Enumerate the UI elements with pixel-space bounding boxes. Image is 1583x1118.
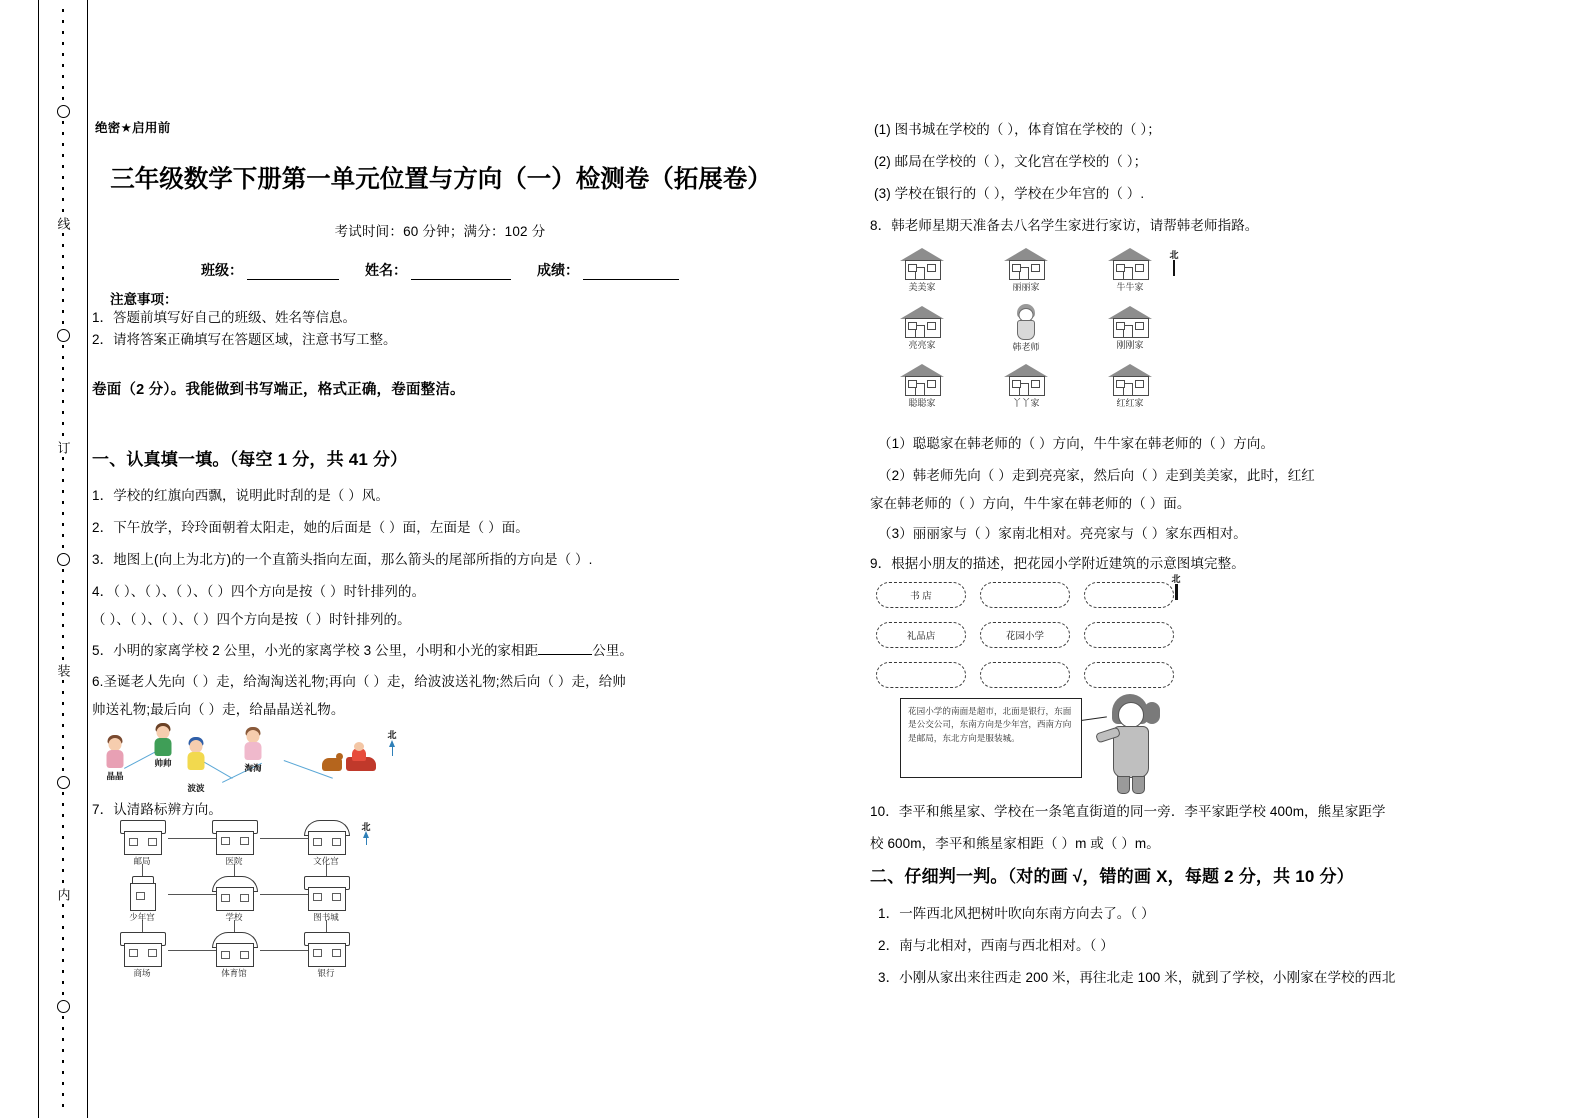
compass-north-label: 北	[387, 730, 397, 740]
grid-box-gift-shop[interactable]: 礼品店	[876, 622, 966, 648]
name-label: 姓名：	[365, 262, 407, 278]
question-8: 8．韩老师星期天准备去八名学生家进行家访，请帮韩老师指路。	[870, 218, 1259, 233]
building-map-grid	[108, 820, 393, 990]
map-cell-xuexiao	[200, 876, 268, 923]
school-vicinity-grid	[876, 574, 1196, 692]
map-cell-youju	[108, 820, 176, 867]
seal-circle	[57, 776, 70, 789]
question-5-pre: 5．小明的家离学校 2 公里，小光的家离学校 3 公里，小明和小光的家相距	[92, 643, 539, 658]
question-1: 1．学校的红旗向西飘，说明此时刮的是（ ）风。	[92, 488, 390, 503]
child-label: 晶晶	[106, 771, 124, 781]
santa-claus	[352, 748, 366, 761]
house-cell-honghong	[1084, 364, 1176, 409]
house-label: 韩老师	[1012, 342, 1040, 352]
grid-box-empty[interactable]	[876, 662, 966, 688]
truefalse-2: 2．南与北相对，西南与西北相对。（ ）	[878, 938, 1114, 953]
seal-circle	[57, 105, 70, 118]
map-cell-shangchang	[108, 932, 176, 979]
house-cell-yaya	[980, 364, 1072, 409]
question-5-blank[interactable]	[538, 642, 592, 655]
seal-dots	[62, 9, 64, 102]
question-8-sub-3: （3）丽丽家与（ ）家南北相对。亮亮家与（ ）家东西相对。	[878, 526, 1247, 541]
santa-sleigh	[322, 752, 382, 776]
house-cell-ganggang	[1084, 306, 1176, 351]
grid-box-empty[interactable]	[1084, 662, 1174, 688]
house-label: 聪聪家	[908, 398, 936, 408]
notice-item-1: 1．答题前填写好自己的班级、姓名等信息。	[92, 310, 357, 325]
house-icon	[1108, 248, 1152, 278]
house-label: 丽丽家	[1012, 282, 1040, 292]
child-label: 波波	[187, 783, 205, 793]
map-cell-yinhang	[292, 932, 360, 979]
child-label: 淘淘	[244, 763, 262, 773]
score-label: 成绩：	[537, 262, 579, 278]
house-icon	[1108, 364, 1152, 394]
question-7: 7．认清路标辨方向。	[92, 802, 223, 817]
class-field[interactable]	[201, 260, 339, 280]
map-cell-label: 银行	[317, 968, 335, 978]
question-6-line-1: 6.圣诞老人先向（ ）走，给淘淘送礼物;再向（ ）走，给波波送礼物;然后向（ ）走，给帅	[92, 674, 626, 689]
hospital-icon	[210, 820, 258, 854]
bank-icon	[302, 932, 350, 966]
seal-dots	[62, 792, 64, 885]
child-shuaishuai	[150, 726, 176, 770]
grid-box-empty[interactable]	[980, 582, 1070, 608]
seal-dots	[62, 121, 64, 214]
secret-notice: 绝密★启用前	[95, 121, 171, 135]
house-compass-stem	[1173, 260, 1175, 276]
grid-box-huayuan-school[interactable]: 花园小学	[980, 622, 1070, 648]
page-title: 三年级数学下册第一单元位置与方向（一）检测卷（拓展卷）	[110, 166, 772, 193]
post-office-icon	[118, 820, 166, 854]
house-label: 亮亮家	[908, 340, 936, 350]
map-cell-wenhuagong	[292, 820, 360, 867]
reindeer	[322, 758, 342, 771]
map-cell-tushucheng	[292, 876, 360, 923]
map-compass-north: 北	[361, 822, 371, 832]
class-input-rule[interactable]	[247, 265, 339, 280]
question-3: 3．地图上(向上为北方)的一个直箭头指向左面，那么箭头的尾部所指的方向是（ ）.	[92, 552, 593, 567]
grid-compass-north: 北	[1171, 574, 1181, 584]
question-9: 9．根据小朋友的描述，把花园小学附近建筑的示意图填完整。	[870, 556, 1245, 571]
girl-figure	[1100, 694, 1166, 794]
notice-item-2: 2．请将答案正确填写在答题区域，注意书写工整。	[92, 332, 397, 347]
question-5	[92, 639, 633, 659]
seal-dots	[62, 345, 64, 438]
house-label: 美美家	[908, 282, 936, 292]
question-6-line-2: 帅送礼物;最后向（ ）走，给晶晶送礼物。	[92, 702, 345, 717]
question-10-line-1: 10．李平和熊星家、学校在一条笔直街道的同一旁．李平家距学校 400m，熊星家距学	[870, 804, 1386, 819]
student-id-line	[90, 260, 790, 280]
seal-char-ding: 订	[55, 440, 71, 454]
child-jingjing	[102, 738, 128, 782]
question-7-sub-1: (1) 图书城在学校的（ ），体育馆在学校的（ ）；	[874, 122, 1161, 137]
question-8-sub-1: （1）聪聪家在韩老师的（ ）方向，牛牛家在韩老师的（ ）方向。	[878, 436, 1275, 451]
house-cell-meimei	[876, 248, 968, 293]
body	[245, 742, 262, 760]
question-4-line-1: 4．（ ）、（ ）、（ ）、（ ）四个方向是按（ ）时针排列的。	[92, 584, 426, 599]
ponytail	[1144, 702, 1160, 724]
map-cell-label: 文化宫	[313, 856, 339, 866]
score-input-rule[interactable]	[583, 265, 679, 280]
section-2-heading: 二、仔细判一判。（对的画 √，错的画 X，每题 2 分，共 10 分）	[870, 867, 1354, 886]
body	[188, 752, 205, 770]
question-8-sub-2-line-2: 家在韩老师的（ ）方向，牛牛家在韩老师的（ ）面。	[870, 496, 1191, 511]
map-cell-label: 少年宫	[129, 912, 155, 922]
house-icon	[1108, 306, 1152, 336]
map-cell-label: 学校	[225, 912, 243, 922]
santa-illustration	[94, 722, 414, 794]
house-cell-niuniu	[1084, 248, 1176, 293]
exam-meta: 考试时间：60 分钟；满分：102 分	[334, 224, 546, 239]
seal-dots	[62, 233, 64, 326]
house-cell-congcong	[876, 364, 968, 409]
map-cell-label: 邮局	[133, 856, 151, 866]
house-icon	[1004, 364, 1048, 394]
gymnasium-icon	[210, 932, 258, 966]
name-field[interactable]	[365, 260, 511, 280]
body	[107, 750, 124, 768]
binding-margin	[38, 0, 88, 1118]
map-cell-label: 医院	[225, 856, 243, 866]
house-cell-teacher-han	[980, 304, 1072, 353]
question-7-sub-2: (2) 邮局在学校的（ ），文化宫在学校的（ ）；	[874, 154, 1148, 169]
seal-dots	[62, 457, 64, 550]
youth-center-icon	[118, 876, 166, 910]
culture-palace-icon	[302, 820, 350, 854]
house-cell-lili	[980, 248, 1072, 293]
section-1-heading: 一、认真填一填。（每空 1 分，共 41 分）	[92, 450, 408, 469]
school-icon	[210, 876, 258, 910]
grid-box-empty[interactable]	[1084, 622, 1174, 648]
seal-char-xian: 线	[55, 216, 71, 230]
question-7-sub-3: (3) 学校在银行的（ ），学校在少年宫的（ ）.	[874, 186, 1145, 201]
house-label: 牛牛家	[1116, 282, 1144, 292]
face	[1118, 702, 1144, 728]
seal-char-nei: 内	[55, 888, 71, 902]
notice-heading: 注意事项：	[110, 292, 178, 307]
seal-circle	[57, 329, 70, 342]
seal-dots	[62, 904, 64, 997]
house-icon	[1004, 248, 1048, 278]
map-compass-stem	[366, 837, 368, 845]
leg	[1132, 776, 1145, 794]
truefalse-1: 1．一阵西北风把树叶吹向东南方向去了。（ ）	[878, 906, 1155, 921]
map-cell-yiyuan	[200, 820, 268, 867]
question-2: 2．下午放学，玲玲面朝着太阳走，她的后面是（ ）面，左面是（ ）面。	[92, 520, 529, 535]
speech-bubble: 花园小学的南面是超市，北面是银行，东面是公交公司，东南方向是少年宫，西南方向是邮局，东北方向是服装城。	[900, 698, 1082, 778]
child-label: 帅帅	[154, 758, 172, 768]
seal-circle	[57, 1000, 70, 1013]
seal-dots	[62, 680, 64, 773]
mall-icon	[118, 932, 166, 966]
map-cell-tiyuguan	[200, 932, 268, 979]
house-label: 红红家	[1116, 398, 1144, 408]
question-4-line-2: （ ）、（ ）、（ ）、（ ）四个方向是按（ ）时针排列的。	[92, 612, 411, 627]
seal-dots	[62, 569, 64, 662]
seal-track	[38, 0, 88, 1118]
child-taotao	[240, 730, 266, 774]
description-illustration	[900, 694, 1200, 798]
grid-box-bookstore[interactable]: 书 店	[876, 582, 966, 608]
question-8-sub-2-line-1: （2）韩老师先向（ ）走到亮亮家，然后向（ ）走到美美家，此时，红红	[878, 468, 1315, 483]
cover-note: 卷面（2 分）。我能做到书写端正，格式正确，卷面整洁。	[92, 382, 465, 398]
house-icon	[900, 306, 944, 336]
seal-char-zhuang: 装	[55, 664, 71, 678]
house-icon	[900, 364, 944, 394]
house-icon	[900, 248, 944, 278]
house-label: 刚刚家	[1116, 340, 1144, 350]
seal-circle	[57, 553, 70, 566]
bookstore-icon	[302, 876, 350, 910]
child-bobo	[184, 740, 208, 793]
truefalse-3: 3．小刚从家出来往西走 200 米，再往北走 100 米，就到了学校，小刚家在学校的西北	[878, 970, 1396, 985]
map-cell-shaoniangong	[108, 876, 176, 923]
map-cell-label: 图书城	[313, 912, 339, 922]
name-input-rule[interactable]	[411, 265, 511, 280]
house-map-grid	[876, 248, 1186, 420]
compass-stem	[392, 746, 394, 756]
question-10-line-2: 校 600m，李平和熊星家相距（ ）m 或（ ）m。	[870, 836, 1160, 851]
grid-compass-stem	[1175, 584, 1178, 600]
question-5-post: 公里。	[592, 643, 634, 658]
teacher-icon	[1006, 304, 1046, 338]
body	[155, 738, 172, 756]
house-label: 丫丫家	[1012, 398, 1040, 408]
house-compass-north: 北	[1169, 250, 1179, 260]
score-field[interactable]	[537, 260, 679, 280]
grid-box-empty[interactable]	[980, 662, 1070, 688]
house-cell-liangliang	[876, 306, 968, 351]
grid-box-empty[interactable]	[1084, 582, 1174, 608]
map-cell-label: 商场	[133, 968, 151, 978]
class-label: 班级：	[201, 262, 243, 278]
seal-dots	[62, 1016, 64, 1109]
leg	[1117, 776, 1130, 794]
map-cell-label: 体育馆	[221, 968, 247, 978]
